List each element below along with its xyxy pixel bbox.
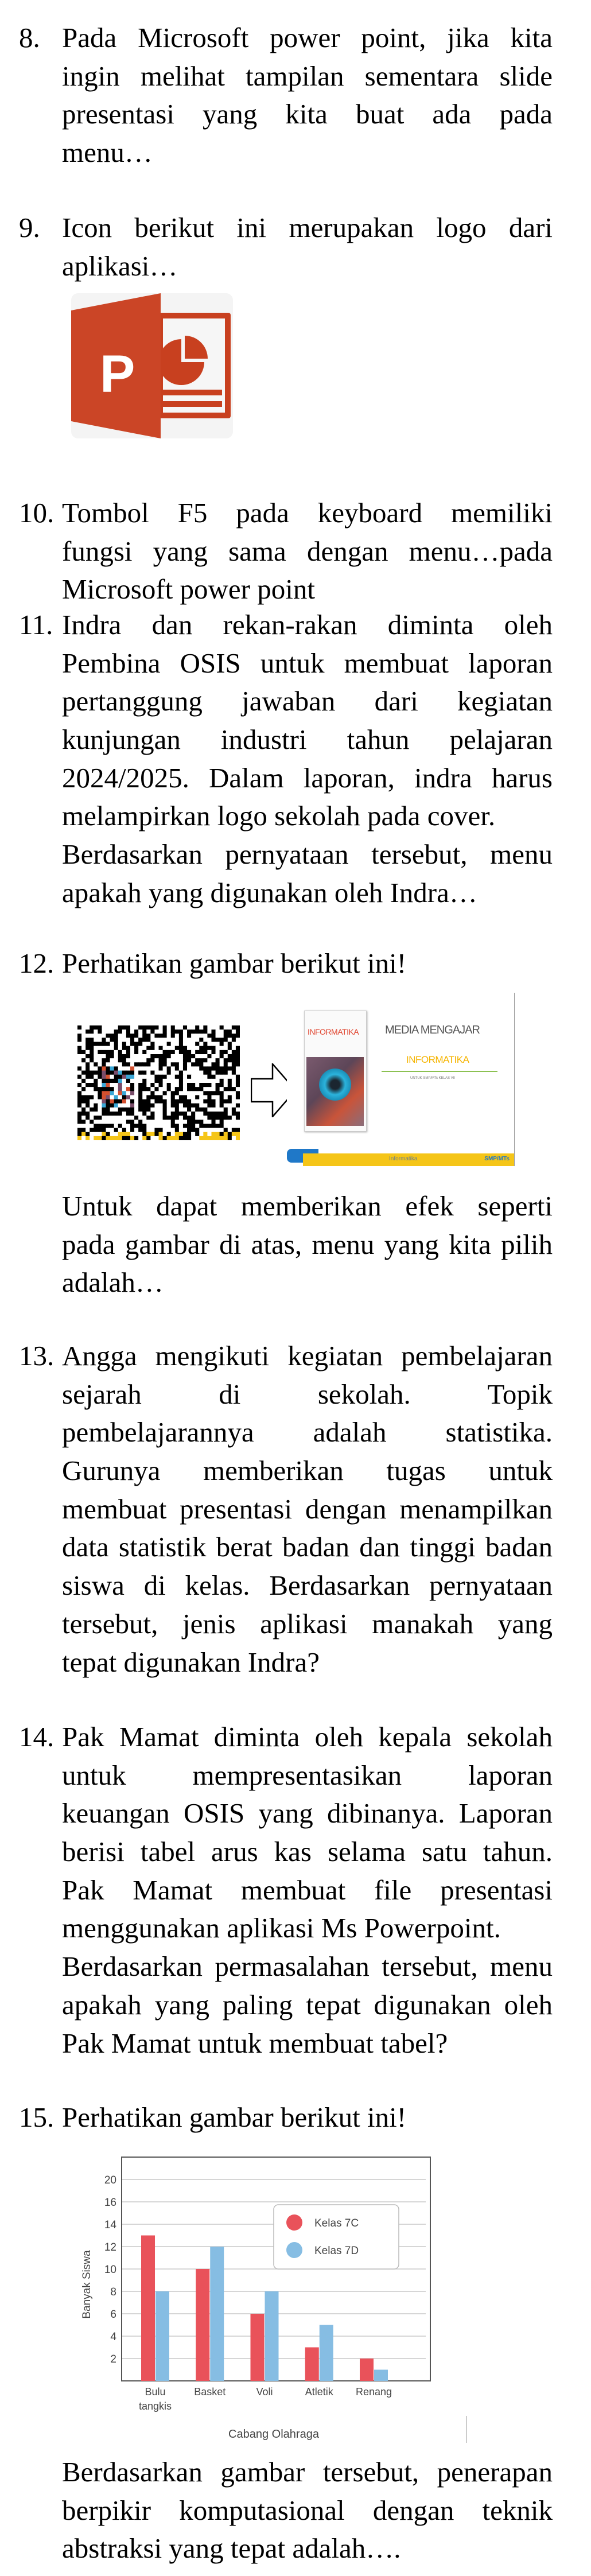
question-text [62, 1337, 553, 1681]
legend-label: Kelas 7C [314, 2217, 359, 2229]
slide-preview [287, 993, 515, 1166]
question-text [62, 606, 553, 912]
slide-footer-bar [303, 1153, 514, 1166]
bar-kelas-7c [305, 2348, 319, 2381]
text-line: menu… [62, 137, 153, 169]
y-tick-label: 2 [110, 2353, 116, 2365]
book-photo [306, 1057, 364, 1126]
footer-label: Informatika [389, 1156, 418, 1162]
y-tick-label: 6 [110, 2309, 116, 2321]
question-number: 15. [19, 2101, 55, 2133]
text-line: presentasi yang kita buat ada pada [62, 98, 553, 130]
divider-line [382, 1071, 497, 1072]
bar-chart [0, 2146, 591, 2450]
text-line: fungsi yang sama dengan menu…pada [62, 535, 553, 567]
text-line: Pak Mamat diminta oleh kepala sekolah [62, 1721, 553, 1753]
bar-kelas-7c [251, 2314, 265, 2381]
text-line: membuat presentasi dengan menampilkan [62, 1493, 553, 1525]
text-line: Angga mengikuti kegiatan pembelajaran [62, 1340, 553, 1371]
text-line: Untuk dapat memberikan efek seperti [62, 1190, 553, 1222]
bar-kelas-7c [196, 2269, 209, 2381]
text-line: Berdasarkan gambar tersebut, penerapan [62, 2456, 553, 2488]
x-tick-label: Basket [194, 2386, 226, 2398]
y-tick-label: 14 [104, 2219, 116, 2231]
text-line: Indra dan rekan-rakan diminta oleh [62, 609, 553, 640]
x-tick-label: Renang [355, 2386, 392, 2398]
question-text [62, 2453, 553, 2568]
question-number: 11. [19, 609, 53, 640]
question-text [62, 1187, 553, 1302]
svg-text:P: P [100, 345, 135, 403]
text-line: Berdasarkan pernyataan tersebut, menu [62, 838, 553, 871]
text-line: tepat digunakan Indra? [62, 1646, 320, 1678]
text-line: tersebut, jenis aplikasi manakah yang [62, 1607, 553, 1639]
x-tick-label: tangkis [138, 2400, 172, 2412]
pixelated-image [77, 1025, 240, 1140]
text-line: data statistik berat badan dan tinggi badan [62, 1531, 553, 1563]
text-line: berisi tabel arus kas selama satu tahun. [62, 1836, 553, 1868]
text-line: Pembina OSIS untuk membuat laporan [62, 647, 553, 679]
text-line: menggunakan aplikasi Ms Powerpoint. [62, 1912, 501, 1944]
text-line: abstraksi yang tepat adalah…. [62, 2532, 401, 2565]
question-text [62, 945, 553, 983]
x-tick-label: Voli [256, 2386, 273, 2398]
text-line: aplikasi… [62, 250, 178, 282]
text-line: Pada Microsoft power point, jika kita [62, 22, 553, 53]
y-tick-label: 10 [104, 2264, 116, 2276]
slide-title: MEDIA MENGAJAR [385, 1024, 480, 1036]
y-tick-label: 16 [104, 2197, 116, 2209]
book-title: INFORMATIKA [308, 1027, 359, 1036]
y-axis-label: Banyak Siswa [81, 2250, 93, 2319]
text-line: untuk mempresentasikan laporan [62, 1759, 553, 1791]
text-line: Berdasarkan permasalahan tersebut, menu [62, 1951, 553, 1983]
bar-kelas-7c [360, 2359, 374, 2381]
question-text [62, 1718, 553, 2062]
text-line: apakah yang digunakan oleh Indra… [62, 876, 477, 908]
text-line: Microsoft power point [62, 573, 315, 605]
y-tick-label: 12 [104, 2241, 116, 2253]
text-line: Perhatikan gambar berikut ini! [62, 2101, 407, 2133]
question-number: 14. [19, 1721, 55, 1753]
question-number: 12. [19, 947, 55, 979]
text-line: Gurunya memberikan tugas untuk [62, 1455, 553, 1487]
bar-kelas-7d [265, 2291, 279, 2381]
bar-kelas-7c [141, 2236, 155, 2381]
question-number: 9. [19, 212, 40, 243]
text-line: keuangan OSIS yang dibinanya. Laporan [62, 1797, 553, 1829]
text-line: Tombol F5 pada keyboard memiliki [62, 497, 553, 529]
text-line: berpikir komputasional dengan teknik [62, 2494, 553, 2526]
slide-caption: UNTUK SMP/MTs KELAS VII [410, 1077, 456, 1080]
powerpoint-logo-icon [71, 293, 233, 438]
text-line: Perhatikan gambar berikut ini! [62, 947, 407, 979]
legend-label: Kelas 7D [314, 2245, 359, 2257]
book-cover [304, 1011, 367, 1132]
bar-kelas-7d [210, 2247, 224, 2381]
question-text [62, 209, 553, 285]
bar-kelas-7d [374, 2370, 388, 2381]
text-line: apakah yang paling tepat digunakan oleh [62, 1988, 553, 2021]
bar-kelas-7d [155, 2291, 169, 2381]
text-line: melampirkan logo sekolah pada cover. [62, 800, 496, 832]
text-line: siswa di kelas. Berdasarkan pernyataan [62, 1569, 553, 1602]
y-tick-label: 20 [104, 2174, 116, 2186]
slide-subject: INFORMATIKA [406, 1054, 469, 1065]
text-line: Pak Mamat untuk membuat tabel? [62, 2027, 448, 2059]
legend-marker [286, 2242, 302, 2258]
x-tick-label: Bulu [145, 2386, 166, 2398]
question-number: 13. [19, 1340, 55, 1371]
text-line: Pak Mamat membuat file presentasi [62, 1874, 553, 1906]
x-axis-label: Cabang Olahraga [228, 2428, 319, 2441]
text-line: sejarah di sekolah. Topik [62, 1378, 553, 1410]
question-text [62, 19, 553, 172]
text-line: Icon berikut ini merupakan logo dari [62, 212, 553, 243]
question-number: 10. [19, 497, 55, 529]
text-line: 2024/2025. Dalam laporan, indra harus [62, 761, 553, 794]
text-line: pembelajarannya adalah statistika. [62, 1416, 553, 1448]
text-line: pertanggung jawaban dari kegiatan [62, 685, 553, 717]
y-tick-label: 4 [110, 2331, 116, 2343]
bar-kelas-7d [320, 2325, 333, 2381]
question-text [62, 494, 553, 609]
footer-level: SMP/MTs [484, 1156, 510, 1162]
question-number: 8. [19, 22, 40, 53]
text-line: pada gambar di atas, menu yang kita pilih [62, 1228, 553, 1260]
question-text [62, 2099, 553, 2137]
y-tick-label: 8 [110, 2286, 116, 2298]
text-line: kunjungan industri tahun pelajaran [62, 724, 553, 756]
text-line: ingin melihat tampilan sementara slide [62, 60, 553, 92]
x-tick-label: Atletik [305, 2386, 333, 2398]
legend-marker [286, 2214, 302, 2231]
legend-box [274, 2205, 399, 2269]
text-line: adalah… [62, 1266, 164, 1299]
